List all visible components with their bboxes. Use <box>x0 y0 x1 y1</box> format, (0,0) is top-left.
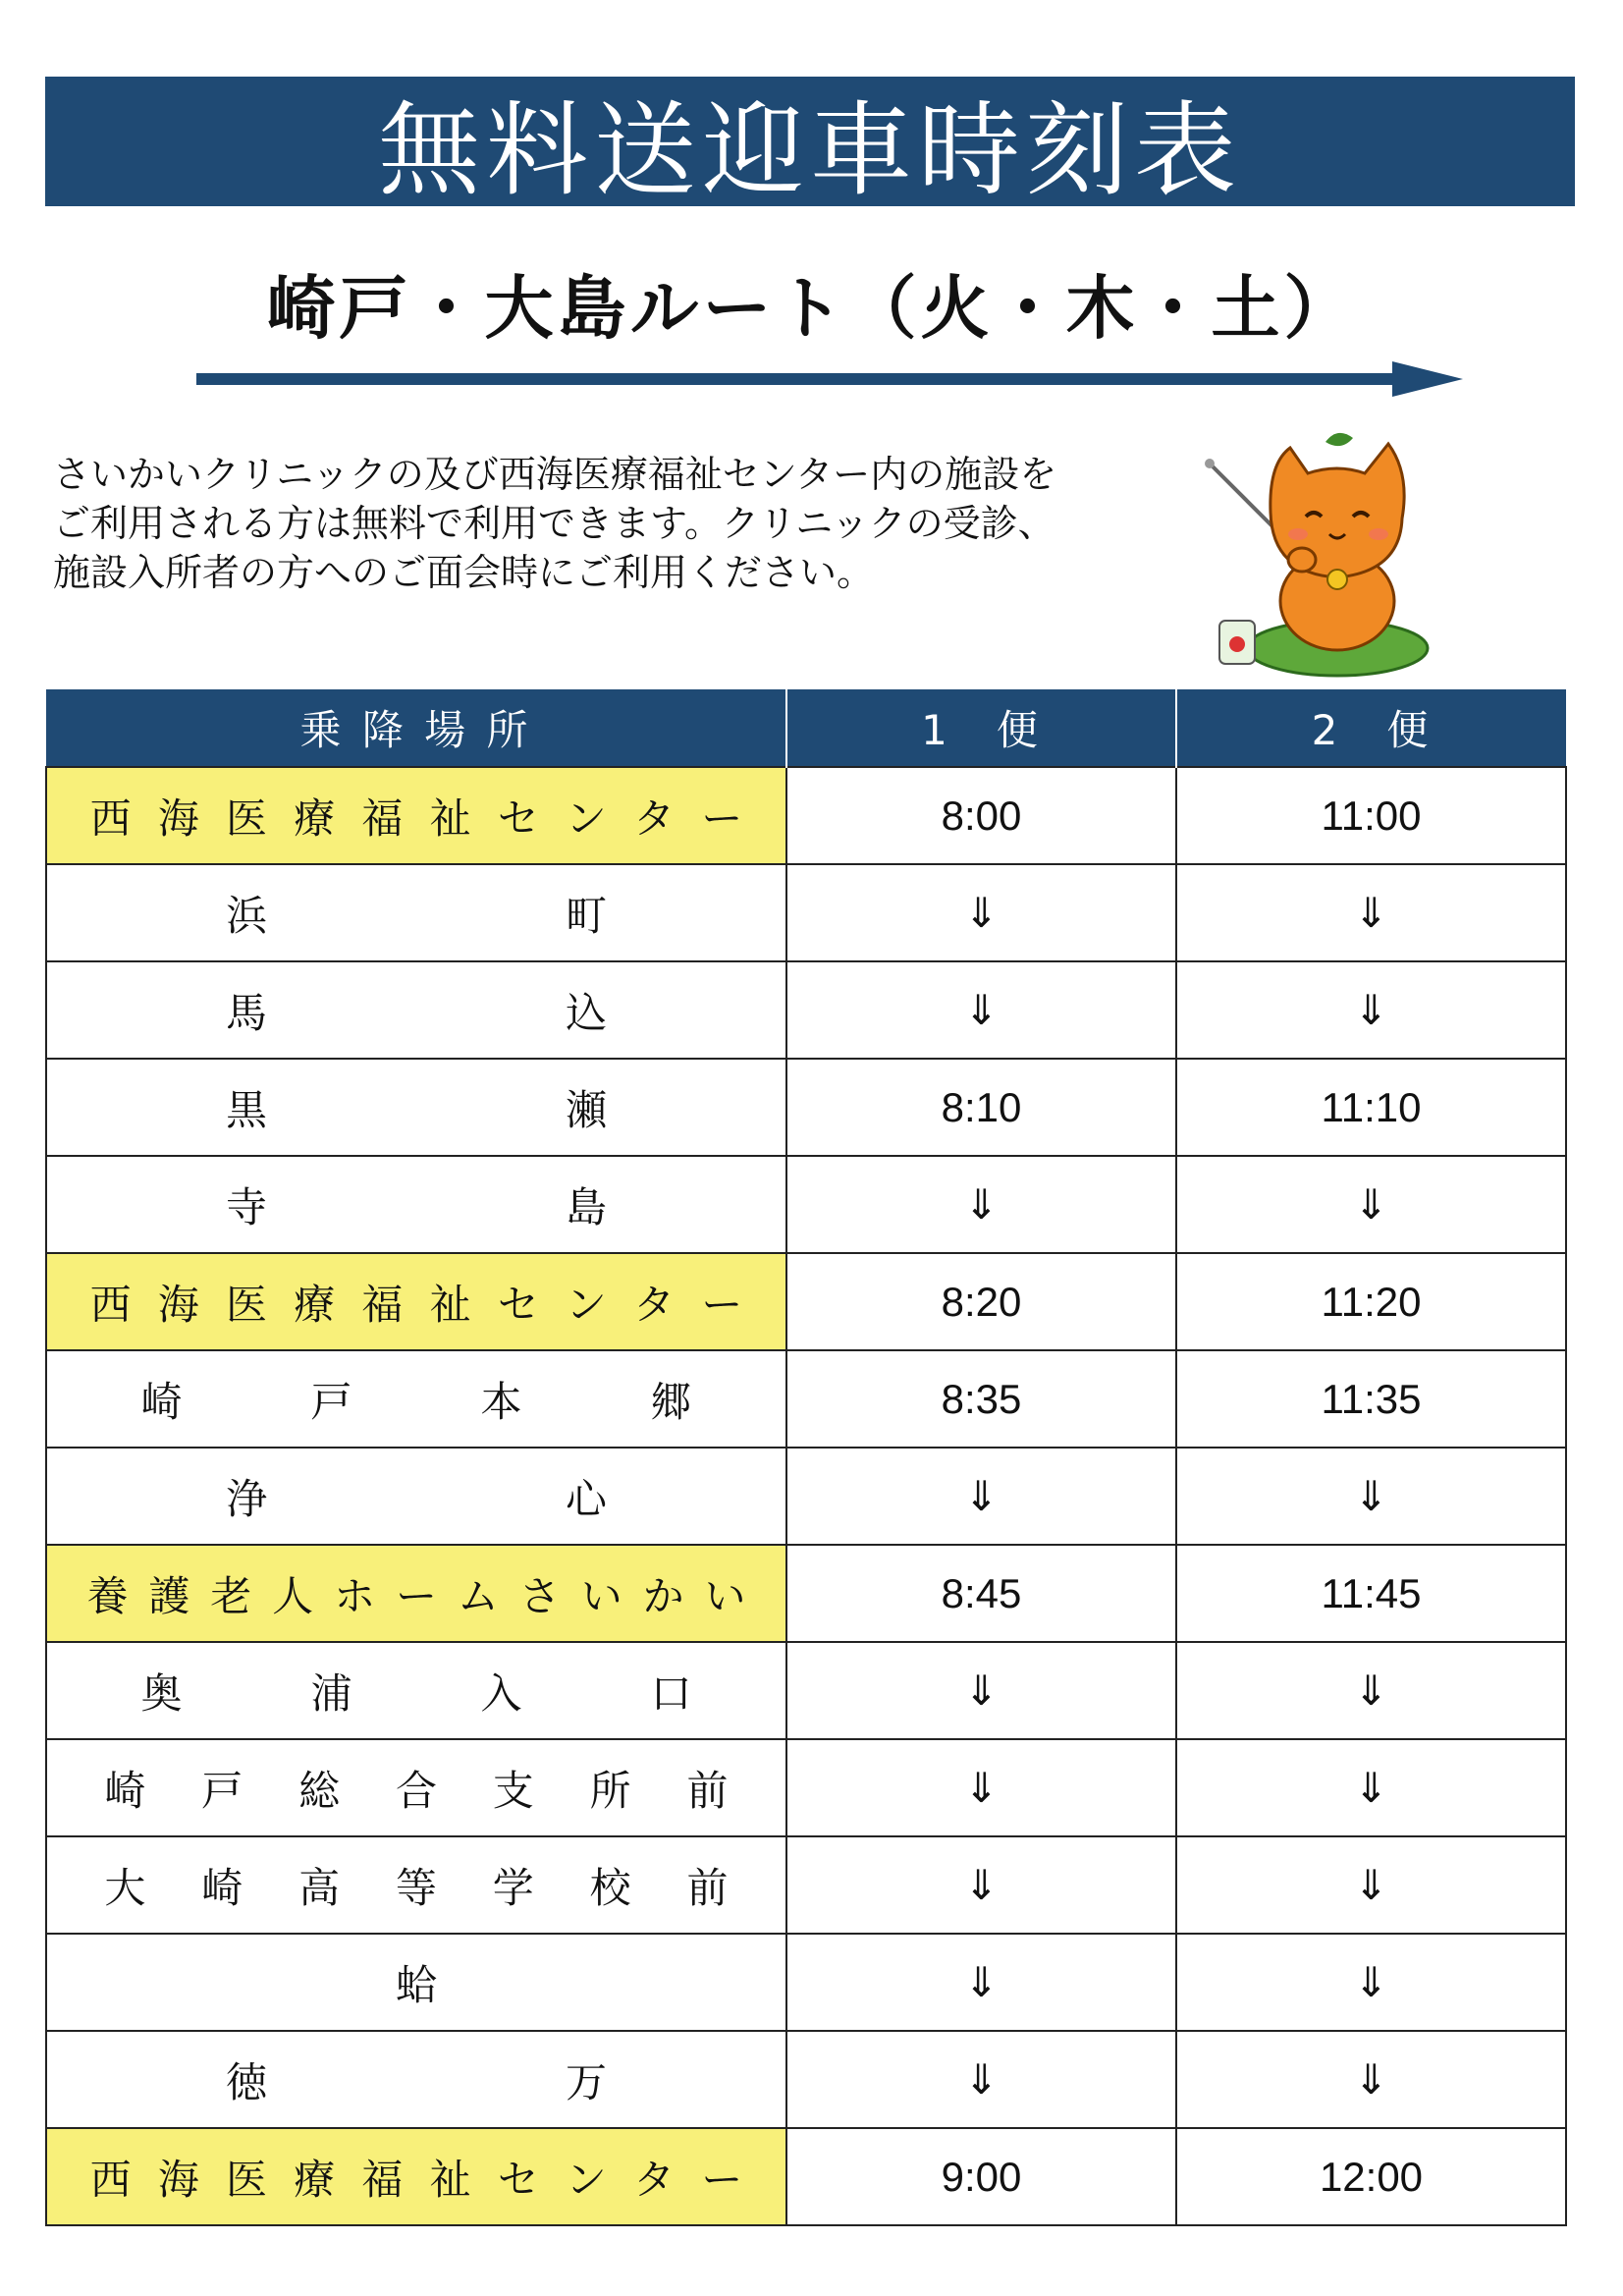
pass-through-arrow-trip-1: ⇓ <box>786 1156 1176 1253</box>
stop-name-char: 海 <box>157 2155 199 2204</box>
stop-name-char: タ <box>633 1280 676 1329</box>
table-row <box>46 1642 1566 1739</box>
departure-time-trip-2: 11:00 <box>1176 767 1566 864</box>
route-arrow-icon <box>196 361 1463 397</box>
departure-time-trip-1: 8:45 <box>786 1545 1176 1642</box>
stop-name-char: 崎 <box>140 1377 183 1426</box>
table-row <box>46 1448 1566 1545</box>
table-row <box>46 767 1566 864</box>
stop-name-char: 医 <box>225 2155 267 2204</box>
pass-through-arrow-trip-1: ⇓ <box>786 1448 1176 1545</box>
stop-name-char: 前 <box>686 1766 729 1815</box>
stop-name-char: か <box>642 1571 684 1620</box>
table-row <box>46 1350 1566 1448</box>
stop-name-char: 祉 <box>429 793 471 843</box>
pass-through-arrow-trip-1: ⇓ <box>786 1934 1176 2031</box>
departure-time-trip-2: 11:35 <box>1176 1350 1566 1448</box>
intro-line: ご利用される方は無料で利用できます。クリニックの受診、 <box>53 502 1055 545</box>
stop-name-char: 奥 <box>140 1668 183 1718</box>
stop-name-char: 人 <box>272 1571 314 1620</box>
pass-through-arrow-trip-1: ⇓ <box>786 1739 1176 1836</box>
stop-name-char: 万 <box>565 2057 607 2106</box>
stop-name-char: 医 <box>225 1280 267 1329</box>
stop-name-char: 合 <box>395 1766 437 1815</box>
stop-name-char: 支 <box>492 1766 534 1815</box>
stop-name-char: 口 <box>650 1668 692 1718</box>
table-row <box>46 864 1566 961</box>
stop-name-char: セ <box>497 2155 539 2204</box>
stop-name-char: 前 <box>686 1863 729 1912</box>
stop-name-char: 等 <box>395 1863 437 1912</box>
stop-name-char: 護 <box>148 1571 190 1620</box>
stop-name <box>46 2128 786 2225</box>
departure-time-trip-1: 8:00 <box>786 767 1176 864</box>
stop-name-char: 療 <box>294 2155 336 2204</box>
stop-name-char: 大 <box>104 1863 146 1912</box>
stop-name-char: ホ <box>334 1571 376 1620</box>
stop-name-char: 崎 <box>104 1766 146 1815</box>
departure-time-trip-1: 9:00 <box>786 2128 1176 2225</box>
stop-name <box>46 1739 786 1836</box>
stop-name-char: 心 <box>565 1474 607 1523</box>
stop-name-char: 浦 <box>310 1668 352 1718</box>
stop-name-char: 込 <box>565 988 607 1037</box>
departure-time-trip-2: 11:20 <box>1176 1253 1566 1350</box>
header-stop: 乗 降 場 所 <box>46 689 786 767</box>
stop-name <box>46 961 786 1059</box>
stop-name-char: セ <box>497 1280 539 1329</box>
stop-name-char: 療 <box>294 793 336 843</box>
stop-name <box>46 1156 786 1253</box>
pass-through-arrow-trip-2: ⇓ <box>1176 961 1566 1059</box>
stop-name-char: 崎 <box>201 1863 243 1912</box>
pass-through-arrow-trip-1: ⇓ <box>786 961 1176 1059</box>
stop-name-char: 馬 <box>225 988 267 1037</box>
stop-name <box>46 2031 786 2128</box>
table-row <box>46 1059 1566 1156</box>
stop-name-char: 寺 <box>225 1182 267 1231</box>
pass-through-arrow-trip-1: ⇓ <box>786 864 1176 961</box>
pass-through-arrow-trip-2: ⇓ <box>1176 864 1566 961</box>
stop-name-char: 海 <box>157 793 199 843</box>
stop-name-char: ン <box>565 1280 607 1329</box>
header-trip-2: 2 便 <box>1176 689 1566 767</box>
pass-through-arrow-trip-2: ⇓ <box>1176 1642 1566 1739</box>
intro-text <box>53 450 1153 597</box>
departure-time-trip-2: 12:00 <box>1176 2128 1566 2225</box>
stop-name-char: 西 <box>89 793 132 843</box>
stop-name-char: 祉 <box>429 1280 471 1329</box>
stop-name-char: 福 <box>361 1280 404 1329</box>
pass-through-arrow-trip-2: ⇓ <box>1176 1739 1566 1836</box>
intro-line: さいかいクリニックの及び西海医療福祉センター内の施設を <box>53 453 1057 496</box>
stop-name-char: 町 <box>565 891 607 940</box>
pass-through-arrow-trip-1: ⇓ <box>786 2031 1176 2128</box>
table-row <box>46 1934 1566 2031</box>
stop-name-char: 瀬 <box>565 1085 607 1134</box>
stop-name <box>46 1350 786 1448</box>
pass-through-arrow-trip-1: ⇓ <box>786 1836 1176 1934</box>
stop-name-char: タ <box>633 2155 676 2204</box>
pass-through-arrow-trip-2: ⇓ <box>1176 1836 1566 1934</box>
stop-name-char: ン <box>565 2155 607 2204</box>
stop-name <box>46 1059 786 1156</box>
pass-through-arrow-trip-2: ⇓ <box>1176 2031 1566 2128</box>
stop-name-char: 黒 <box>225 1085 267 1134</box>
departure-time-trip-1: 8:35 <box>786 1350 1176 1448</box>
stop-name-char: 入 <box>480 1668 522 1718</box>
pass-through-arrow-trip-2: ⇓ <box>1176 1156 1566 1253</box>
stop-name-char: セ <box>497 793 539 843</box>
stop-name-char: ー <box>395 1571 437 1620</box>
stop-name-char: 所 <box>589 1766 631 1815</box>
pass-through-arrow-trip-2: ⇓ <box>1176 1448 1566 1545</box>
stop-name-char: 郷 <box>650 1377 692 1426</box>
stop-name-char: 高 <box>298 1863 341 1912</box>
stop-name-char: 浄 <box>225 1474 267 1523</box>
stop-name-char: 総 <box>298 1766 341 1815</box>
stop-name-char: 蛤 <box>395 1960 437 2009</box>
stop-name <box>46 1934 786 2031</box>
departure-time-trip-1: 8:10 <box>786 1059 1176 1156</box>
stop-name <box>46 1448 786 1545</box>
stop-name-char: 西 <box>89 2155 132 2204</box>
stop-name-char: 学 <box>492 1863 534 1912</box>
timetable <box>45 689 1567 2226</box>
stop-name <box>46 1253 786 1350</box>
pass-through-arrow-trip-2: ⇓ <box>1176 1934 1566 2031</box>
table-row <box>46 1156 1566 1253</box>
mascot-cat-icon <box>1200 424 1435 689</box>
stop-name-char: 西 <box>89 1280 132 1329</box>
departure-time-trip-1: 8:20 <box>786 1253 1176 1350</box>
stop-name-char: 浜 <box>225 891 267 940</box>
departure-time-trip-2: 11:10 <box>1176 1059 1566 1156</box>
departure-time-trip-2: 11:45 <box>1176 1545 1566 1642</box>
stop-name-char: 祉 <box>429 2155 471 2204</box>
table-row <box>46 2031 1566 2128</box>
stop-name-char: い <box>704 1571 746 1620</box>
stop-name-char: ン <box>565 793 607 843</box>
stop-name-char: ー <box>701 1280 743 1329</box>
table-row <box>46 1739 1566 1836</box>
route-subtitle: 崎戸・大島ルート（火・木・土） <box>266 268 1357 349</box>
stop-name-char: い <box>580 1571 622 1620</box>
table-row <box>46 1545 1566 1642</box>
stop-name-char: 戸 <box>201 1766 243 1815</box>
stop-name <box>46 1545 786 1642</box>
stop-name-char: 本 <box>480 1377 522 1426</box>
stop-name-char: 島 <box>565 1182 607 1231</box>
table-row <box>46 2128 1566 2225</box>
stop-name-char: ー <box>701 2155 743 2204</box>
table-row <box>46 1253 1566 1350</box>
stop-name <box>46 1836 786 1934</box>
stop-name-char: 戸 <box>310 1377 352 1426</box>
stop-name <box>46 1642 786 1739</box>
stop-name-char: 福 <box>361 2155 404 2204</box>
page-title: 無料送迎車時刻表 <box>45 77 1575 206</box>
stop-name-char: 徳 <box>225 2057 267 2106</box>
stop-name-char: タ <box>633 793 676 843</box>
stop-name <box>46 864 786 961</box>
header-trip-1: 1 便 <box>786 689 1176 767</box>
stop-name-char: 療 <box>294 1280 336 1329</box>
pass-through-arrow-trip-1: ⇓ <box>786 1642 1176 1739</box>
stop-name-char: ー <box>701 793 743 843</box>
stop-name-char: 老 <box>210 1571 252 1620</box>
stop-name-char: 海 <box>157 1280 199 1329</box>
stop-name-char: ム <box>457 1571 499 1620</box>
stop-name-char: 医 <box>225 793 267 843</box>
stop-name-char: 校 <box>589 1863 631 1912</box>
table-row <box>46 1836 1566 1934</box>
timetable-header <box>46 689 1566 767</box>
intro-line: 施設入所者の方へのご面会時にご利用ください。 <box>53 551 875 594</box>
stop-name-char: さ <box>518 1571 561 1620</box>
stop-name <box>46 767 786 864</box>
stop-name-char: 養 <box>86 1571 129 1620</box>
stop-name-char: 福 <box>361 793 404 843</box>
table-row <box>46 961 1566 1059</box>
